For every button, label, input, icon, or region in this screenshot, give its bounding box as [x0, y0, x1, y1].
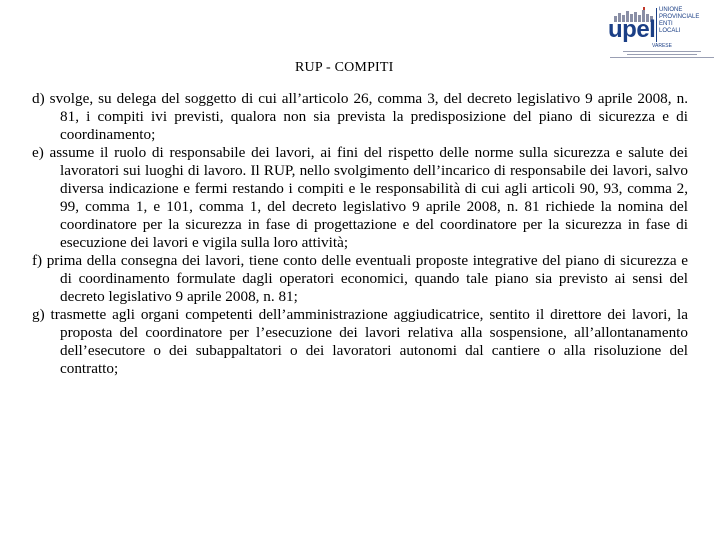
list-item: d) svolge, su delega del soggetto di cui all’articolo 26, comma 3, del decreto legislativo 9 aprile 2008, n. 81, i compiti ivi previsti, qualora non sia prevista la predisposizione del piano di sicurezza e di coordinamento; [32, 90, 688, 143]
logo-city: VARESE [652, 43, 672, 49]
list-item: g) trasmette agli organi competenti dell’amministrazione aggiudicatrice, sentito il direttore dei lavori, la proposta del coordinatore per l’esecuzione dei lavori relativa alla sospensione, all’allontanamento dell’esecutore o dei subappaltatori o dei lavoratori autonomi dal cantiere o alla risoluzione del contratto; [32, 306, 688, 377]
logo-brand: upel [608, 16, 656, 43]
logo-subtitle [659, 7, 715, 35]
upel-logo [606, 2, 718, 64]
logo-subtitle-line: ENTI [659, 21, 673, 27]
list-item: f) prima della consegna dei lavori, tiene conto delle eventuali proposte integrative del piano di sicurezza e di coordinamento formulate dagli operatori economici, quando tale piano sia previsto ai sensi del decreto legislativo 9 aprile 2008, n. 81; [32, 252, 688, 305]
list-item: e) assume il ruolo di responsabile dei lavori, ai fini del rispetto delle norme sulla sicurezza e salute dei lavoratori sui luoghi di lavoro. Il RUP, nello svolgimento dell’incarico di responsabile dei lavori, salvo diversa indicazione e fermi restando i compiti e le responsabilità di cui agli articoli 90, 93, comma 2, 99, comma 1, e 101, comma 1, del decreto legislativo 9 aprile 2008, n. 81 richiede la nomina del coordinatore per la sicurezza in fase di progettazione e del coordinatore per la sicurezza in fase di esecuzione dei lavori e vigila sulla loro attività; [32, 144, 688, 251]
logo-subtitle-line: UNIONE [659, 7, 683, 13]
logo-subtitle-line: PROVINCIALE [659, 14, 700, 20]
logo-fine-print [606, 49, 718, 63]
logo-subtitle-line: LOCALI [659, 28, 681, 34]
slide-title: RUP - COMPITI [295, 60, 394, 75]
logo-separator [656, 8, 657, 42]
slide-body [32, 90, 688, 378]
